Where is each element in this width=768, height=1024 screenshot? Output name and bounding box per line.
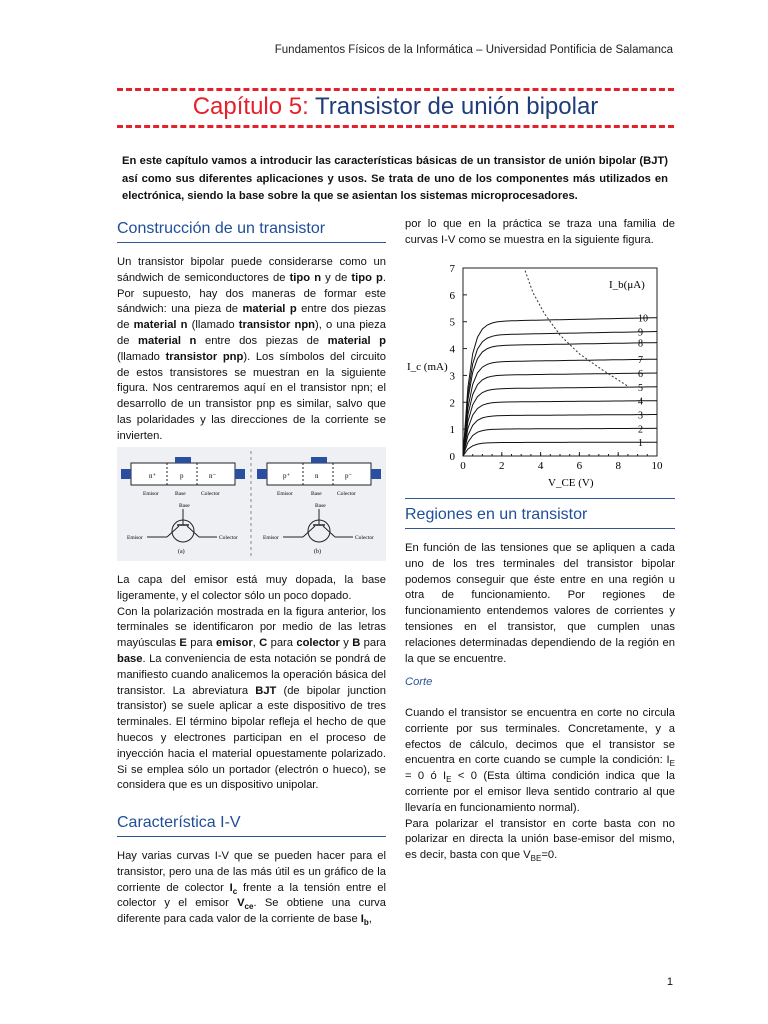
title-top-dashed-rule bbox=[117, 88, 674, 91]
section-caracteristica-heading: Característica I-V bbox=[117, 814, 241, 831]
layer-label: n⁻ bbox=[209, 472, 217, 480]
symbol-colector-label: Colector bbox=[355, 535, 374, 541]
y-tick-label: 6 bbox=[449, 289, 455, 302]
layer-label: p⁻ bbox=[345, 472, 353, 480]
symbol-colector-label: Colector bbox=[219, 535, 238, 541]
construccion-text: Un transistor bipolar puede considerarse como un sándwich de semiconductores de tipo n y de tipo p. Por supuesto, hay dos maneras de formar este sándwich: una pieza de material p entre dos piezas de material n (llamado transistor npn), o una pieza de material n entre dos piezas de material p (llamado transistor pnp). Los símbolos del circuito de estos transistores se muestran en la siguiente figura. Nos centraremos aquí en el transistor npn; el desarrollo de un transistor pnp es similar, salvo que las polaridades y las direcciones de la corriente se invierten. bbox=[117, 256, 386, 442]
caption-b: (b) bbox=[314, 549, 321, 555]
label-emisor: Emisor bbox=[143, 491, 159, 497]
x-tick-label: 4 bbox=[537, 460, 544, 472]
x-tick-label: 0 bbox=[460, 460, 466, 472]
regiones-text: En función de las tensiones que se apliquen a cada uno de los tres terminales del transistor bipolar podemos conseguir que éste entre en una región u otra de funcionamiento. Por regiones de funcionamiento entendemos valores de corrientes y tensiones en el transistor, que cumplen unas relaciones determinadas dependiendo de la región en la que se encuentre. bbox=[405, 542, 675, 665]
plot-frame bbox=[463, 268, 657, 456]
curve-ib-9 bbox=[463, 332, 657, 457]
curve-label-8: 8 bbox=[637, 338, 643, 350]
caracteristica-text: Hay varias curvas I-V que se pueden hacer para el transistor, pero una de las más útil es un gráfico de la corriente de colector $I_c$ frente a la tensión entre el colector y el emisor $V_{ce}$. Se obtiene una curva diferente para cada valor de la corriente de base $I_b$, bbox=[117, 850, 386, 928]
x-tick-label: 2 bbox=[499, 460, 505, 472]
curve-label-9: 9 bbox=[637, 327, 643, 339]
curve-label-2: 2 bbox=[637, 424, 643, 436]
layer-label: p bbox=[180, 472, 184, 480]
section-regiones-heading: Regiones en un transistor bbox=[405, 506, 588, 523]
curve-label-4: 4 bbox=[637, 396, 643, 408]
caption-a: (a) bbox=[178, 549, 185, 555]
subsection-corte-heading: Corte bbox=[405, 676, 433, 688]
x-axis-label: V_CE (V) bbox=[548, 477, 594, 489]
curve-label-1: 1 bbox=[637, 438, 643, 450]
symbol-emisor-label: Emisor bbox=[127, 535, 143, 541]
section-construccion-heading: Construcción de un transistor bbox=[117, 220, 326, 237]
label-emisor: Emisor bbox=[277, 491, 293, 497]
curve-label-6: 6 bbox=[637, 369, 643, 381]
corte-text: Cuando el transistor se encuentra en corte no circula corriente por sus terminales. Concretamente, y a efectos de cálculo, decimos que el transistor se encuentra en corte cuando se cumple la condición: $I_E = 0$ ó $I_E < 0$ (Esta última condición indica que la corriente por el emisor lleva sentido contrario al que llevaría en funcionamiento normal). Para polarizar el transistor en corte basta con no polarizar en directa la unión base-emisor del mismo, es decir, basta con que $V_{BE}=0$. bbox=[405, 707, 675, 864]
section-rule bbox=[405, 528, 675, 529]
curve-label-3: 3 bbox=[637, 410, 643, 422]
intro-paragraph: En este capítulo vamos a introducir las características básicas de un transistor de unión bipolar (BJT) así como sus diferentes aplicaciones y usos. Se trata de uno de los componentes más utilizados en electrónica, siendo la base sobre la que se asientan los sistemas microprocesadores. bbox=[122, 155, 668, 202]
chart-curves bbox=[463, 271, 657, 456]
label-colector: Colector bbox=[337, 491, 356, 497]
symbol-base-label: Base bbox=[315, 503, 326, 509]
y-axis-label: I_c (mA) bbox=[407, 361, 448, 373]
y-tick-label: 2 bbox=[449, 397, 455, 410]
x-tick-label: 6 bbox=[576, 460, 583, 472]
x-tick-label: 10 bbox=[651, 460, 663, 472]
transistor-structure-figure bbox=[117, 447, 386, 561]
label-base: Base bbox=[311, 491, 322, 497]
curve-ib-5 bbox=[463, 387, 657, 456]
y-tick-label: 5 bbox=[449, 316, 455, 329]
chapter-title-text: Transistor de unión bipolar bbox=[315, 93, 599, 120]
y-tick-label: 4 bbox=[449, 343, 455, 356]
page-header: Fundamentos Físicos de la Informática – Universidad Pontificia de Salamanca bbox=[274, 44, 673, 56]
section-rule bbox=[117, 836, 386, 837]
symbol-emisor-label: Emisor bbox=[263, 535, 279, 541]
title-bottom-dashed-rule bbox=[117, 125, 674, 128]
page-number: 1 bbox=[666, 976, 673, 988]
section-rule bbox=[405, 498, 675, 499]
label-colector: Colector bbox=[201, 491, 220, 497]
chapter-number: Capítulo 5: bbox=[192, 93, 309, 120]
layer-label: n bbox=[315, 472, 319, 480]
x-tick-label: 8 bbox=[615, 460, 621, 472]
chapter-title bbox=[117, 92, 674, 122]
y-tick-label: 0 bbox=[449, 451, 455, 463]
continuation-text: por lo que en la práctica se traza una familia de curvas I-V como se muestra en la siguiente figura. bbox=[405, 218, 675, 246]
curve-ib-1 bbox=[463, 442, 657, 456]
symbol-base-label: Base bbox=[179, 503, 190, 509]
legend-title: I_b(μA) bbox=[609, 279, 645, 291]
layer-label: n⁺ bbox=[149, 472, 157, 480]
emisor-text: La capa del emisor está muy dopada, la base ligeramente, y el colector sólo un poco dopado. Con la polarización mostrada en la figura anterior, los terminales se identificaron por medio de las letras mayúsculas E para emisor, C para colector y B para base. La conveniencia de esta notación se pondrá de manifiesto cuando analicemos la operación básica del transistor. La abreviatura BJT (de bipolar junction transistor) se suele aplicar a este dispositivo de tres terminales. El término bipolar refleja el hecho de que huecos y electrones participan en el proceso de inyección hacia el material opuestamente polarizado. Si se emplea sólo un portador (electrón o hueco), se considera que es un dispositivo unipolar. bbox=[117, 574, 387, 792]
curve-label-10: 10 bbox=[637, 313, 648, 325]
y-tick-label: 7 bbox=[449, 263, 455, 275]
section-rule bbox=[117, 242, 386, 243]
layer-label: p⁺ bbox=[283, 472, 291, 480]
label-base: Base bbox=[175, 491, 186, 497]
iv-chart bbox=[405, 258, 675, 494]
curve-label-5: 5 bbox=[637, 382, 643, 394]
curve-ib-3 bbox=[463, 415, 657, 457]
y-tick-label: 1 bbox=[449, 424, 455, 437]
curve-label-7: 7 bbox=[637, 355, 643, 367]
y-tick-label: 3 bbox=[449, 370, 455, 383]
